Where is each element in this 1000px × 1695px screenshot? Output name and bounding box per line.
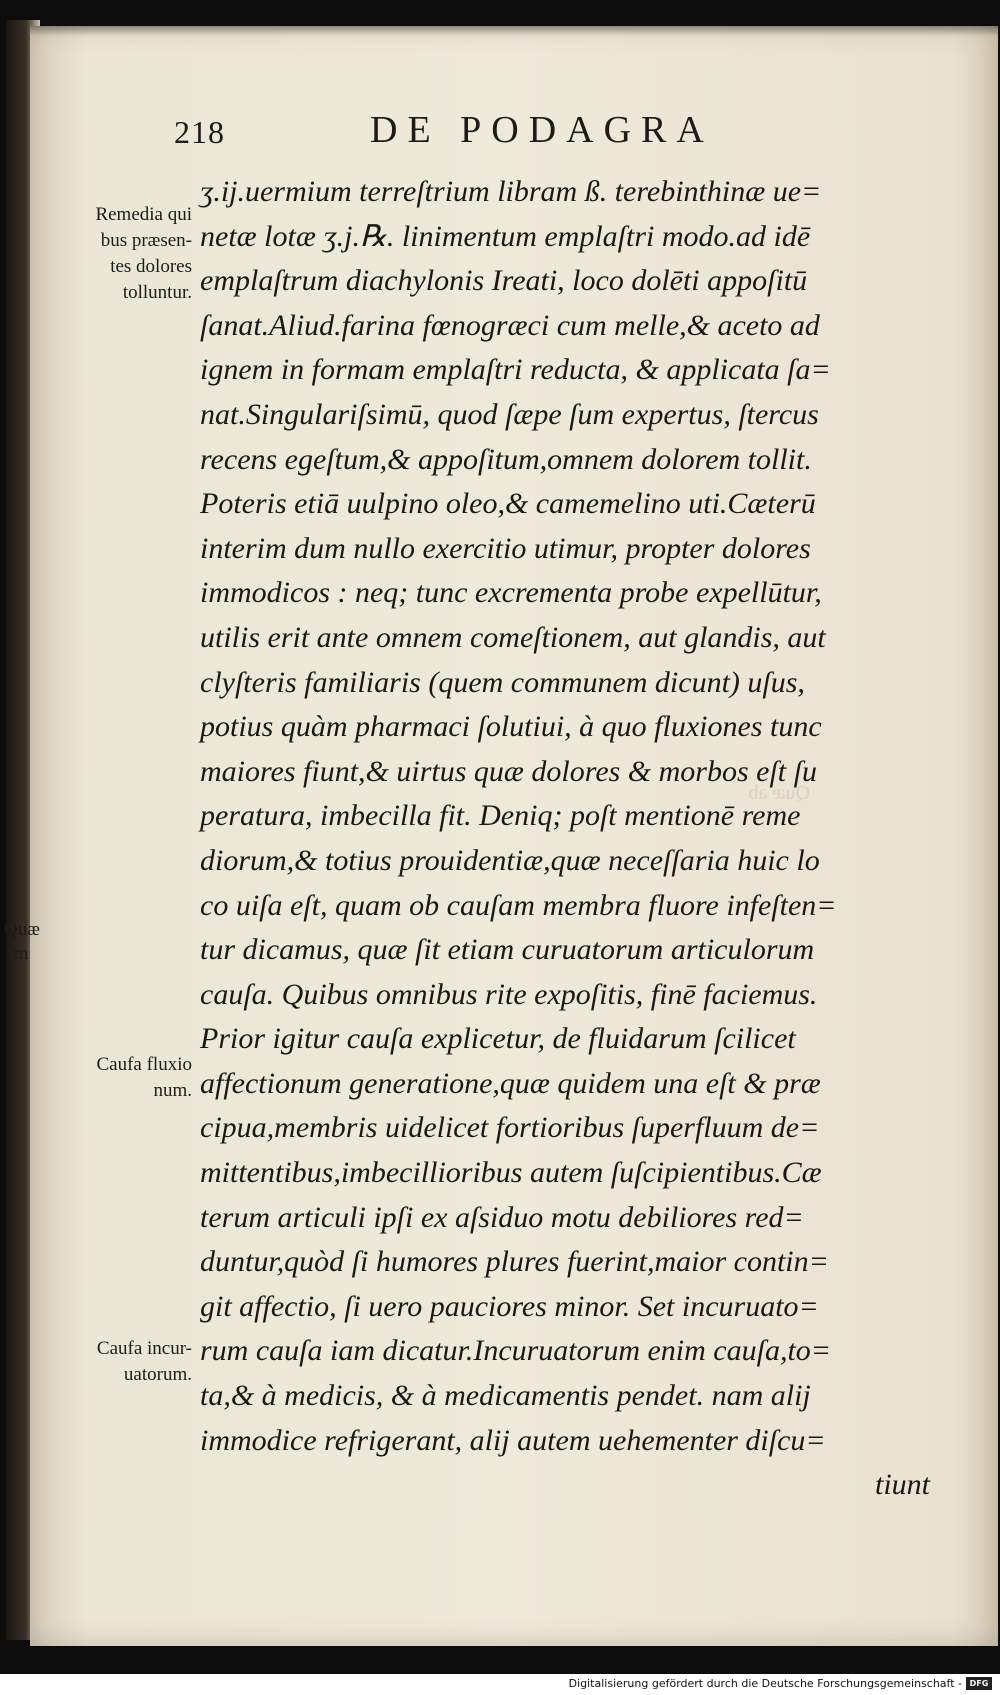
text-line: ta,& à medicis, & à medicamentis pendet. nam alij (200, 1379, 811, 1413)
marginal-note-line: tes dolores (110, 256, 192, 277)
dfg-logo-icon: DFG (966, 1677, 992, 1690)
text-line: affectionum generatione,quæ quidem una eſt & præ (200, 1066, 821, 1100)
text-line: co uiſa eſt, quam ob cauſam membra fluore infeſten= (200, 888, 837, 922)
text-line: ʒ.ij.uermium terreſtrium libram ß. terebinthinæ ue= (200, 175, 822, 208)
text-line: ignem in formam emplaſtri reducta, & applicata ſa= (200, 353, 831, 387)
text-line: mittentibus,imbecillioribus autem ſuſcipientibus.Cæ (200, 1156, 822, 1190)
text-line: cipua,membris uidelicet fortioribus ſuperfluum de= (200, 1111, 820, 1145)
running-head (0, 109, 1000, 154)
text-line: netæ lotæ ʒ.j.℞. linimentum emplaſtri modo.ad idē (200, 219, 811, 253)
text-line: clyſteris familiaris (quem communem dicunt) uſus, (200, 665, 805, 699)
marginal-note-line: uatorum. (123, 1364, 192, 1385)
marginal-note-line: Remedia qui (95, 204, 192, 225)
marginal-note-line: Quæ (4, 919, 40, 940)
text-line: recens egeſtum,& appoſitum,omnem dolorem tollit. (200, 442, 812, 476)
page-top-shadow (30, 26, 998, 36)
text-line: peratura, imbecilla fit. Deniq; poſt mentionē reme (200, 799, 801, 833)
page-title: DE PODAGRA (370, 109, 714, 151)
marginal-note-line: Caufa incur- (96, 1338, 192, 1359)
text-line: cauſa. Quibus omnibus rite expoſitis, finē faciemus. (200, 977, 818, 1011)
marginal-note-remedia (40, 202, 192, 306)
catchword-line: tiunt (874, 1468, 930, 1502)
text-line: git affectio, ſi uero pauciores minor. Set incuruato= (200, 1289, 819, 1323)
digitization-footer (0, 1674, 1000, 1695)
marginal-note-incur (40, 1336, 192, 1388)
text-line: Poteris etiā uulpino oleo,& camemelino uti.Cæterū (200, 487, 816, 521)
marginal-note-line: num. (153, 1080, 192, 1101)
text-line: interim dum nullo exercitio utimur, propter dolores (200, 531, 811, 565)
marginal-note-line: tolluntur. (122, 282, 192, 303)
text-line: utilis erit ante omnem comeſtionem, aut glandis, aut (200, 620, 826, 654)
text-line: tur dicamus, quæ ſit etiam curuatorum articulorum (200, 933, 815, 967)
text-line: immodicos : neq; tunc excrementa probe expellūtur, (200, 576, 822, 610)
marginal-note-line: Caufa fluxio (96, 1054, 192, 1075)
marginal-note-line: bus præsen- (100, 230, 192, 251)
text-line: terum articuli ipſi ex aſsiduo motu debiliores red= (200, 1200, 804, 1234)
footer-credit: Digitalisierung gefördert durch die Deutsche Forschungsgemeinschaft - (568, 1677, 962, 1690)
text-line: emplaſtrum diachylonis Ireati, loco dolēti appoſitū (200, 264, 808, 298)
text-line: duntur,quòd ſi humores plures fuerint,maior contin= (200, 1245, 829, 1279)
text-line: maiores fiunt,& uirtus quæ dolores & morbos eſt ſu (200, 754, 817, 788)
scan-bottom-band (0, 1646, 1000, 1674)
text-line: Prior igitur cauſa explicetur, de fluidarum ſcilicet (200, 1022, 796, 1056)
text-line: potius quàm pharmaci ſolutiui, à quo fluxiones tunc (200, 710, 822, 744)
text-line: diorum,& totius prouidentiæ,quæ neceſſaria huic lo (200, 843, 820, 877)
body-text (200, 170, 940, 1508)
marginal-note-fluxio (40, 1052, 192, 1104)
page-number: 218 (174, 114, 225, 150)
marginal-note-line: , m (4, 943, 29, 964)
text-line: ſanat.Aliud.farina fœnogræci cum melle,& aceto ad (200, 308, 820, 342)
text-line: immodice refrigerant, alij autem uehementer diſcu= (200, 1423, 826, 1457)
text-line: nat.Singulariſsimū, quod ſæpe ſum expertus, ſtercus (200, 397, 819, 431)
marginal-note-cut (4, 918, 64, 966)
text-line: rum cauſa iam dicatur.Incuruatorum enim cauſa,to= (200, 1334, 832, 1368)
bleed-through-text: Quæ ab (748, 782, 810, 804)
